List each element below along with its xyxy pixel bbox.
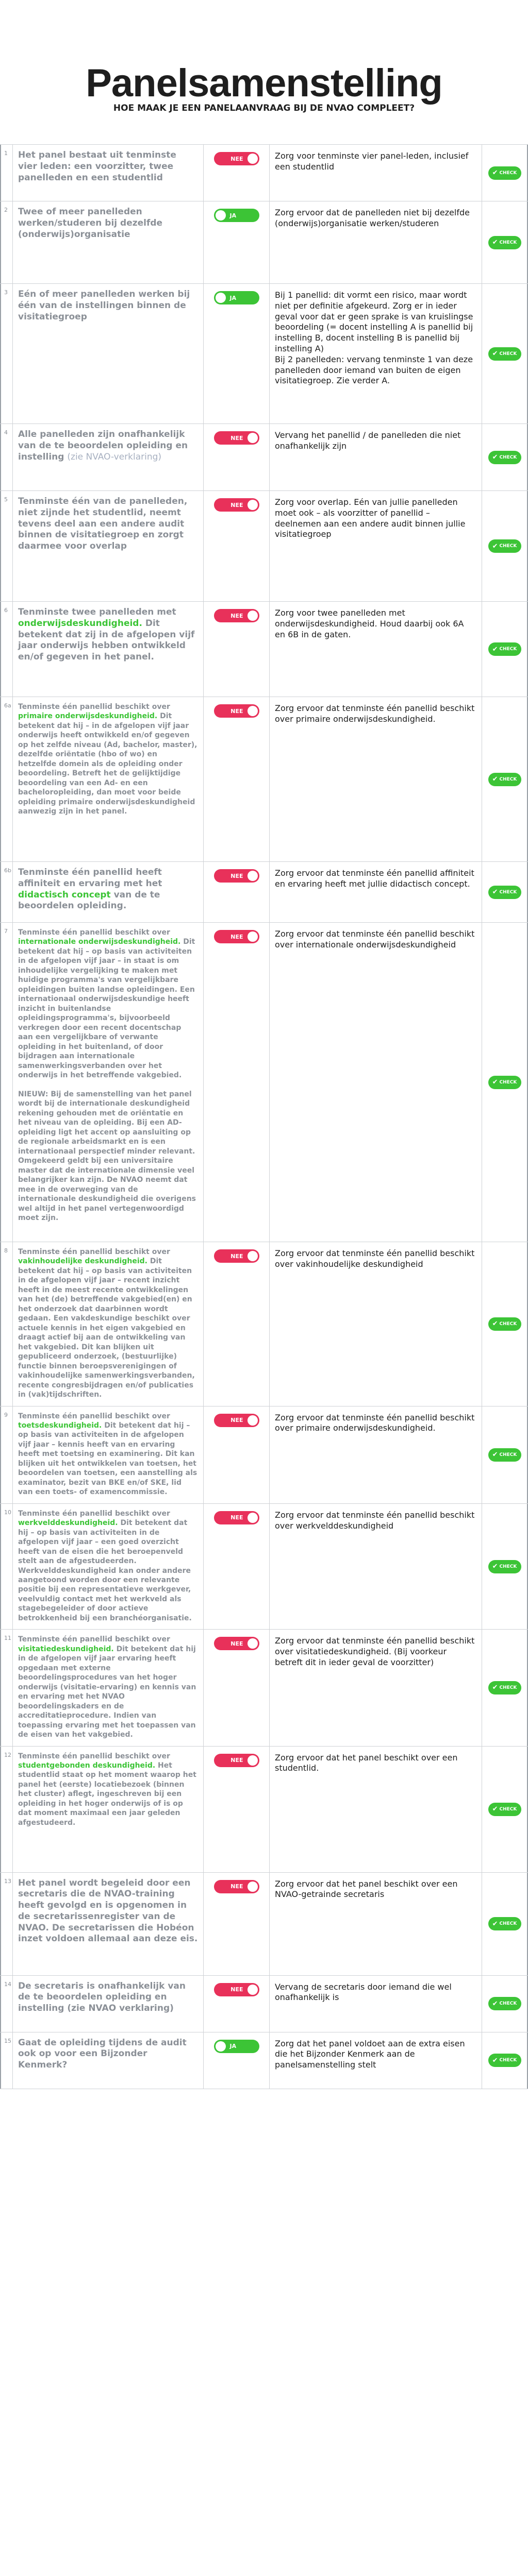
question-segment: (zie NVAO-verklaring) [67,451,162,462]
checkmark-icon: ✔ [492,239,498,246]
toggle-label: NEE [230,933,243,940]
advice-text: Zorg ervoor dat tenminste één panellid beschikt over werkvelddeskundigheid [269,1504,482,1630]
advice-text: Bij 1 panellid: dit vormt een risico, maar wordt niet per definitie afgekeurd. Zorg er in ieder geval voor dat er geen sprake is van kruislingse beoordeling (= docent instelling A is panellid bij instelling B, docent instelling B is panellid bij instelling A) Bij 2 panelleden: vervang tenminste 1 van deze panelleden door iemand van buiten de eigen visitatiegroep. Zie verder A. [269,284,482,423]
row-number: 10 [0,1504,12,1630]
check-cell [482,201,528,283]
toggle-label: JA [229,212,237,219]
question-text [12,1406,203,1503]
checkmark-icon: ✔ [492,542,498,550]
highlight-term: vakinhoudelijke deskundigheid. [18,1257,147,1266]
check-cell [482,862,528,922]
checklist-row [0,697,528,862]
toggle-label: JA [229,2043,237,2049]
question-segment: Tenminste één panellid heeft affiniteit en ervaring met het [18,867,162,889]
toggle-cell [203,1406,269,1503]
check-label: CHECK [499,776,517,782]
question-segment: Dit betekent dat hij – op basis van activiteiten in de afgelopen vijf jaar – kennis heeft van en ervaring heeft met toetsing en examinering. Dit kan blijken uit het ontwikkelen van toetsen, het beoordelen van toetsen, een aanstelling als examinator, bezit van BKE en/of SKE, lid van een toets- of examencommissie. [18,1421,197,1497]
question-segment: Tenminste twee panelleden met [18,607,176,617]
checkmark-icon: ✔ [492,1999,498,2008]
question-text [12,1242,203,1406]
row-number: 8 [0,1242,12,1406]
question-text [12,424,203,490]
yes-no-toggle[interactable] [214,1511,259,1524]
question-segment: Twee of meer panelleden werken/studeren bij dezelfde (onderwijs)organisatie [18,207,163,240]
checkmark-icon: ✔ [492,645,498,653]
question-text [12,1976,203,2032]
checklist-row [0,2032,528,2089]
check-label: CHECK [499,2058,517,2063]
row-number: 12 [0,1747,12,1872]
checklist-row [0,284,528,424]
yes-no-toggle[interactable] [214,291,259,304]
check-badge[interactable] [488,236,521,249]
advice-text: Zorg voor overlap. Eén van jullie panelleden moet ook – als voorzitter of panellid – deelnemen aan een andere audit binnen jullie visitatiegroep [269,491,482,601]
check-cell [482,1504,528,1630]
check-label: CHECK [499,454,517,460]
question-text [12,1747,203,1872]
check-cell [482,1873,528,1975]
toggle-label: NEE [230,1417,243,1423]
question-text [12,2032,203,2089]
question-text [12,697,203,861]
check-badge[interactable] [488,1560,521,1573]
toggle-label: NEE [230,1514,243,1521]
row-number: 7 [0,923,12,1242]
advice-text: Zorg ervoor dat tenminste één panellid beschikt over internationale onderwijsdeskundigheid [269,923,482,1242]
toggle-cell [203,201,269,283]
checklist-row [0,1504,528,1630]
toggle-knob [248,706,258,716]
checkmark-icon: ✔ [492,1805,498,1813]
check-label: CHECK [499,170,517,176]
row-number: 1 [0,145,12,201]
yes-no-toggle[interactable] [214,152,259,165]
toggle-knob [248,1513,258,1523]
question-segment: Tenminste één panellid beschikt over [18,1635,170,1644]
question-segment: Dit betekent dat hij – op basis van activiteiten in de afgelopen vijf jaar – recent inzicht heeft in de meest recente ontwikkelingen van het (de) betreffende vakgebied(en) en het onderzoek dat daarbinnen wordt gedaan. Een vakdeskundige beschikt over actuele kennis in het eigen vakgebied en draagt actief bij aan de ontwikkeling van het vakgebied. Dit kan blijken uit gepubliceerd onderzoek, (bestuurlijke) functie binnen beroepsverenigingen of vakinhoudelijke samenwerkingsverbanden, recente congresbijdragen en/of publicaties in (vak)tijdschriften. [18,1257,195,1399]
toggle-label: NEE [230,1252,243,1260]
advice-text: Vervang het panellid / de panelleden die niet onafhankelijk zijn [269,424,482,490]
toggle-label: JA [229,294,237,301]
check-badge[interactable] [488,886,521,899]
question-segment: Het panel wordt begeleid door een secretaris die de NVAO-training heeft gevolgd en is opgenomen in de secretarissenregister van de NVAO. De secretarissen die Hobéon inzet voldoen allemaal aan deze eis. [18,1877,198,1944]
toggle-knob [248,931,258,942]
check-cell [482,602,528,697]
check-cell [482,1976,528,2032]
question-segment: Dit betekent dat hij – op basis van activiteiten in de afgelopen vijf jaar – een goed overzicht heeft van de eisen die het beroepenveld stelt aan de afgestudeerden. Werkvelddeskundigheid kan onder andere aangetoond worden door een relevante positie bij een representatieve werkgever, veelvuldig contact met het werkveld als stagebegeleider of door actieve betrokkenheid bij een branchéorganisatie. [18,1519,192,1622]
check-label: CHECK [499,1685,517,1690]
checklist-row [0,1747,528,1873]
check-badge[interactable] [488,642,521,656]
check-cell [482,697,528,861]
advice-text: Zorg ervoor dat tenminste één panellid beschikt over vakinhoudelijke deskundigheid [269,1242,482,1406]
advice-text: Zorg voor tenminste vier panel-leden, inclusief een studentlid [269,145,482,201]
yes-no-toggle[interactable] [214,1249,259,1263]
question-segment: Tenminste één panellid beschikt over [18,703,170,711]
check-cell [482,284,528,423]
row-number: 2 [0,201,12,283]
check-cell [482,2032,528,2089]
advice-text: Vervang de secretaris door iemand die wel onafhankelijk is [269,1976,482,2032]
yes-no-toggle[interactable] [214,930,259,943]
checklist-row [0,1242,528,1406]
toggle-knob [248,433,258,443]
check-badge[interactable] [488,773,521,786]
checkmark-icon: ✔ [492,1920,498,1928]
question-segment: Eén of meer panelleden werken bij één van de instellingen binnen de visitatiegroep [18,289,190,322]
toggle-knob [216,2041,226,2052]
yes-no-toggle[interactable] [214,1754,259,1767]
check-label: CHECK [499,1321,517,1327]
check-badge[interactable] [488,1997,521,2010]
toggle-label: NEE [230,707,243,715]
checkmark-icon: ✔ [492,2056,498,2064]
check-label: CHECK [499,647,517,652]
question-segment: Dit betekent dat zij in de afgelopen vijf jaar onderwijs hebben ontwikkeld en/of gegeven in het panel. [18,618,195,662]
checklist-row [0,424,528,491]
row-number: 9 [0,1406,12,1503]
question-segment: Het studentlid staat op het moment waarop het panel het (eerste) locatiebezoek (binnen het cluster) aflegt, ingeschreven bij een opleiding in het hoger onderwijs of is op dat moment maximaal een jaar geleden afgestudeerd. [18,1761,196,1827]
question-segment: Tenminste één panellid beschikt over [18,928,170,937]
checklist-row [0,1976,528,2032]
check-cell [482,1630,528,1745]
check-badge[interactable] [488,1076,521,1089]
checkmark-icon: ✔ [492,1078,498,1086]
question-text [12,1630,203,1745]
checkmark-icon: ✔ [492,1320,498,1328]
yes-no-toggle[interactable] [214,1637,259,1650]
toggle-cell [203,145,269,201]
checklist-row [0,1873,528,1976]
toggle-cell [203,424,269,490]
row-number: 14 [0,1976,12,2032]
row-number: 5 [0,491,12,601]
highlight-term: didactisch concept [18,889,111,900]
check-badge[interactable] [488,1917,521,1930]
question-text [12,1504,203,1630]
question-segment: Dit betekent dat hij – in de afgelopen vijf jaar onderwijs heeft ontwikkeld en/of gegeven op het zelfde niveau (Ad, bachelor, master), dezelfde oriëntatie (hbo of wo) en hetzelfde domein als de opleiding onder beoordeling. Betreft het de gelijktijdige beoordeling van een Ad- en een bacheloropleiding, dan moet voor beide opleiding primaire onderwijsdeskundigheid aanwezig zijn in het panel. [18,712,197,816]
toggle-cell [203,2032,269,2089]
toggle-knob [248,1882,258,1892]
toggle-knob [248,500,258,510]
toggle-cell [203,1504,269,1630]
checklist-row [0,201,528,284]
checkmark-icon: ✔ [492,1563,498,1571]
check-badge[interactable] [488,166,521,180]
toggle-label: NEE [230,872,243,879]
toggle-cell [203,1976,269,2032]
check-cell [482,145,528,201]
question-segment: Gaat de opleiding tijdens de audit ook op voor een Bijzonder Kenmerk? [18,2037,187,2070]
question-text [12,923,203,1242]
toggle-knob [248,1985,258,1995]
question-segment: Tenminste één panellid beschikt over [18,1509,170,1518]
checklist-row [0,1630,528,1746]
checkmark-icon: ✔ [492,775,498,783]
check-label: CHECK [499,889,517,895]
highlight-term: studentgebonden deskundigheid. [18,1761,156,1770]
toggle-cell [203,491,269,601]
check-badge[interactable] [488,539,521,553]
check-cell [482,1406,528,1503]
check-label: CHECK [499,1806,517,1812]
yes-no-toggle[interactable] [214,1983,259,1996]
checklist-row [0,602,528,697]
checkmark-icon: ✔ [492,888,498,896]
check-label: CHECK [499,240,517,245]
checklist-row [0,491,528,602]
row-number: 6b [0,862,12,922]
row-number: 4 [0,424,12,490]
question-segment: De secretaris is onafhankelijk van de te beoordelen opleiding en instelling (zie NVAO verklaring) [18,1980,186,2013]
yes-no-toggle[interactable] [214,431,259,445]
yes-no-toggle[interactable] [214,209,259,222]
yes-no-toggle[interactable] [214,1880,259,1893]
checkmark-icon: ✔ [492,350,498,358]
question-segment: Tenminste één van de panelleden, niet zijnde het studentlid, neemt tevens deel aan een andere audit binnen de visitatiegroep en zorgt daarmee voor overlap [18,496,188,551]
row-number: 11 [0,1630,12,1745]
advice-text: Zorg ervoor dat tenminste één panellid beschikt over primaire onderwijsdeskundigheid. [269,697,482,861]
question-text [12,862,203,922]
checklist-row [0,923,528,1242]
question-segment: Tenminste één panellid beschikt over [18,1752,170,1760]
toggle-label: NEE [230,501,243,509]
yes-no-toggle[interactable] [214,704,259,718]
question-text [12,284,203,423]
question-text [12,491,203,601]
check-label: CHECK [499,1079,517,1085]
toggle-label: NEE [230,612,243,619]
check-badge[interactable] [488,347,521,361]
highlight-term: onderwijsdeskundigheid. [18,618,142,629]
check-label: CHECK [499,2001,517,2006]
toggle-label: NEE [230,1883,243,1890]
toggle-knob [216,210,226,221]
check-badge[interactable] [488,2054,521,2067]
check-cell [482,1747,528,1872]
check-cell [482,491,528,601]
row-number: 13 [0,1873,12,1975]
advice-text: Zorg ervoor dat tenminste één panellid affiniteit en ervaring heeft met jullie didactisch concept. [269,862,482,922]
toggle-knob [248,154,258,164]
check-cell [482,424,528,490]
toggle-cell [203,602,269,697]
toggle-cell [203,284,269,423]
check-label: CHECK [499,544,517,549]
question-segment: van de te beoordelen opleiding. [18,889,160,911]
yes-no-toggle[interactable] [214,2040,259,2053]
checkmark-icon: ✔ [492,1684,498,1692]
question-segment: Dit betekent dat hij in de afgelopen vijf jaar ervaring heeft opgedaan met externe beoordelingsprocedures van het hoger onderwijs (visitatie-ervaring) en kennis van en ervaring met het NVAO beoordelingskaders en de accreditatieprocedure. Indien van toepassing ervaring met het toepassen van de eisen van het vakgebied. [18,1645,196,1739]
check-label: CHECK [499,1564,517,1569]
check-cell [482,1242,528,1406]
toggle-cell [203,1747,269,1872]
question-text [12,201,203,283]
check-cell [482,923,528,1242]
row-number: 6a [0,697,12,861]
checkmark-icon: ✔ [492,1451,498,1459]
advice-text: Zorg ervoor dat de panelleden niet bij dezelfde (onderwijs)organisatie werken/studeren [269,201,482,283]
row-number: 3 [0,284,12,423]
check-label: CHECK [499,1452,517,1458]
checkmark-icon: ✔ [492,453,498,461]
advice-text: Zorg ervoor dat het panel beschikt over een NVAO-getrainde secretaris [269,1873,482,1975]
page-subtitle: HOE MAAK JE EEN PANELAANVRAAG BIJ DE NVAO COMPLEET? [113,103,415,113]
check-badge[interactable] [488,1803,521,1816]
advice-text: Zorg voor twee panelleden met onderwijsdeskundigheid. Houd daarbij ook 6A en 6B in de gaten. [269,602,482,697]
toggle-knob [248,611,258,621]
question-segment: Alle panelleden zijn onafhankelijk van de te beoordelen opleiding en instelling [18,429,188,462]
checklist-row [0,1406,528,1504]
toggle-cell [203,1242,269,1406]
check-badge[interactable] [488,451,521,464]
check-label: CHECK [499,351,517,357]
toggle-cell [203,1630,269,1745]
toggle-knob [248,871,258,881]
question-segment: Tenminste één panellid beschikt over [18,1248,170,1256]
highlight-term: toetsdeskundigheid. [18,1421,102,1430]
toggle-label: NEE [230,1986,243,1993]
highlight-term: visitatiedeskundigheid. [18,1645,114,1653]
toggle-knob [248,1755,258,1766]
toggle-label: NEE [230,1640,243,1647]
toggle-knob [248,1415,258,1426]
yes-no-toggle[interactable] [214,609,259,622]
advice-text: Zorg ervoor dat tenminste één panellid beschikt over visitatiedeskundigheid. (Bij voorkeur betreft dit in ieder geval de voorzitter) [269,1630,482,1745]
toggle-cell [203,697,269,861]
yes-no-toggle[interactable] [214,498,259,512]
advice-text: Zorg dat het panel voldoet aan de extra eisen die het Bijzonder Kenmerk aan de panelsamenstelling stelt [269,2032,482,2089]
question-text [12,602,203,697]
page-title: Panelsamenstelling [86,61,442,105]
question-text [12,145,203,201]
check-badge[interactable] [488,1317,521,1331]
highlight-term: primaire onderwijsdeskundigheid. [18,712,158,721]
check-badge[interactable] [488,1681,521,1694]
yes-no-toggle[interactable] [214,869,259,883]
toggle-knob [248,1251,258,1261]
toggle-cell [203,862,269,922]
check-label: CHECK [499,1921,517,1926]
question-segment: Het panel bestaat uit tenminste vier leden: een voorzitter, twee panelleden en een studentlid [18,150,176,183]
toggle-label: NEE [230,1757,243,1764]
checklist-table [0,144,528,2089]
checklist-row [0,862,528,923]
advice-text: Zorg ervoor dat het panel beschikt over een studentlid. [269,1747,482,1872]
toggle-cell [203,1873,269,1975]
advice-text: Zorg ervoor dat tenminste één panellid beschikt over primaire onderwijsdeskundigheid. [269,1406,482,1503]
toggle-label: NEE [230,434,243,442]
row-number: 15 [0,2032,12,2089]
page-header [0,0,528,124]
row-number: 6 [0,602,12,697]
yes-no-toggle[interactable] [214,1414,259,1427]
highlight-term: werkvelddeskundigheid. [18,1519,118,1528]
question-segment: Dit betekent dat hij – op basis van activiteiten in de afgelopen vijf jaar – in staat is om inhoudelijke vergelijking te maken met huidige programma's van vergelijkbare opleidingen buiten landse opleidingen. Een internationaal onderwijsdeskundige heeft inzicht in buitenlandse opleidingsprogramma's, bijvoorbeeld verkregen door een recent docentschap aan een vergelijkbare of verwante opleiding in het buitenland, of door bijdragen aan internationale samenwerkingsverbanden over het onderwijs in het betreffende vakgebied. NIEUW: Bij de samenstelling van het panel wordt bij de internationale deskundigheid rekening gehouden met de oriëntatie en het niveau van de opleiding. Bij een AD-opleiding ligt het accent op aansluiting op de regionale arbeidsmarkt en is een internationaal perspectief minder relevant. Omgekeerd geldt bij een universitaire master dat de internationale dimensie veel belangrijker kan zijn. De NVAO neemt dat mee in de overweging van de internationale deskundigheid die overigens wel altijd in het panel vertegenwoordigd moet zijn. [18,938,196,1223]
highlight-term: internationale onderwijsdeskundigheid. [18,938,181,946]
checkmark-icon: ✔ [492,169,498,177]
toggle-knob [216,293,226,303]
question-segment: Tenminste één panellid beschikt over [18,1412,170,1420]
question-text [12,1873,203,1975]
toggle-label: NEE [230,155,243,162]
toggle-knob [248,1638,258,1649]
check-badge[interactable] [488,1448,521,1462]
toggle-cell [203,923,269,1242]
checklist-row [0,145,528,201]
